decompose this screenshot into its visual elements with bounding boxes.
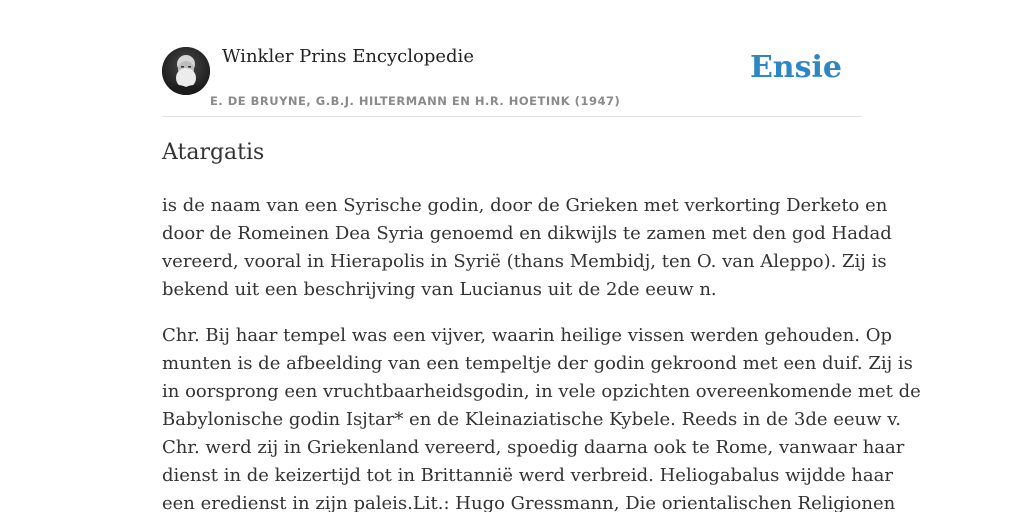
authors-byline: E. DE BRUYNE, G.B.J. HILTERMANN EN H.R. HOETINK (1947) [210, 94, 621, 108]
page-container [162, 0, 921, 512]
paragraph-1 [162, 192, 892, 304]
text-line: munten is de afbeelding van een tempeltje der godin gekroond met een duif. Zij is [162, 353, 913, 374]
article-body [162, 192, 921, 512]
text-line: in oorsprong een vruchtbaarheidsgodin, in vele opzichten overeenkomende met de [162, 381, 921, 402]
text-line: Babylonische godin Isjtar* en de Kleinaziatische Kybele. Reeds in de 3de eeuw v. [162, 409, 902, 430]
text-line: door de Romeinen Dea Syria genoemd en dikwijls te zamen met den god Hadad [162, 223, 892, 244]
text-line: vereerd, vooral in Hierapolis in Syrië (thans Membidj, ten O. van Aleppo). Zij is [162, 251, 887, 272]
text-line: een eredienst in zijn paleis.Lit.: Hugo Gressmann, Die orientalischen Religionen [162, 493, 896, 512]
text-line: dienst in de keizertijd tot in Brittannië werd verbreid. Heliogabalus wijdde haar [162, 465, 893, 486]
paragraph-2 [162, 322, 921, 512]
text-line: Chr. Bij haar tempel was een vijver, waarin heilige vissen werden gehouden. Op [162, 325, 892, 346]
author-avatar [162, 47, 210, 95]
portrait-photo-icon [162, 47, 210, 95]
text-line: Chr. werd zij in Griekenland vereerd, spoedig daarna ook te Rome, vanwaar haar [162, 437, 905, 458]
site-title[interactable]: Winkler Prins Encyclopedie [222, 46, 474, 67]
text-line: is de naam van een Syrische godin, door de Grieken met verkorting Derketo en [162, 195, 888, 216]
site-header [162, 0, 862, 117]
brand-logo[interactable]: Ensie [749, 50, 842, 85]
text-line: bekend uit een beschrijving van Lucianus uit de 2de eeuw n. [162, 279, 717, 300]
article-title: Atargatis [162, 140, 265, 165]
